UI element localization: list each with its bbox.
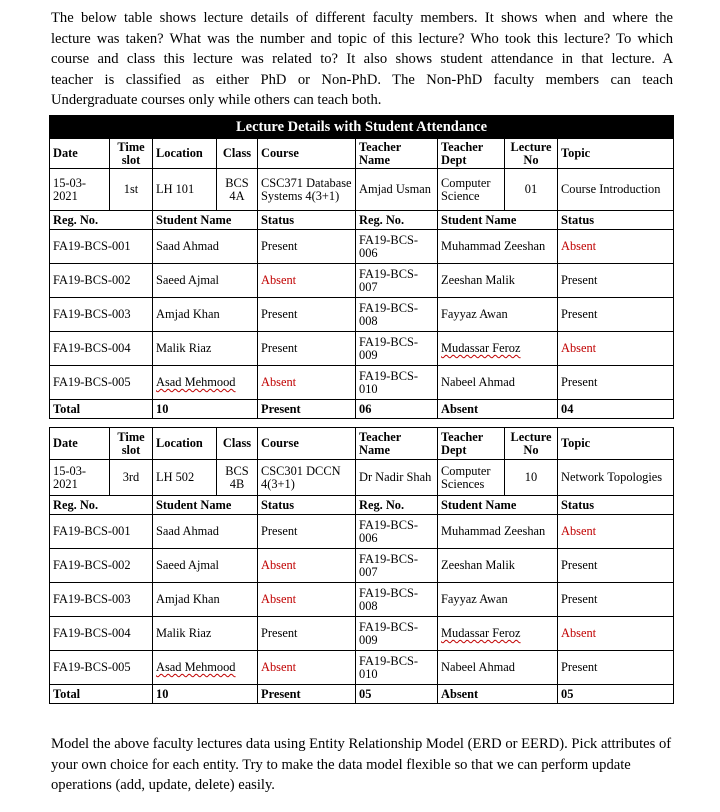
student-name: Malik Riaz xyxy=(156,341,212,355)
reg-no-cell: FA19-BCS-010 xyxy=(356,651,438,685)
student-name: Amjad Khan xyxy=(156,592,220,606)
total-row xyxy=(50,685,674,704)
lecture-header-cell: Teacher Dept xyxy=(438,139,505,169)
attendance-row xyxy=(50,583,674,617)
intro-line: Undergraduate courses only while others can teach both. xyxy=(51,92,382,108)
attendance-header-cell: Student Name xyxy=(153,211,258,230)
lecture-header-cell: Course xyxy=(258,428,356,460)
lecture-attendance-table xyxy=(49,115,674,704)
student-name-cell xyxy=(438,366,558,400)
student-name-cell xyxy=(153,230,258,264)
student-name: Nabeel Ahmad xyxy=(441,375,515,389)
absent-count-cell: 04 xyxy=(558,400,674,419)
student-name-cell xyxy=(153,366,258,400)
student-name-cell xyxy=(438,264,558,298)
lecture-header-cell: Course xyxy=(258,139,356,169)
student-name: Zeeshan Malik xyxy=(441,558,515,572)
student-name: Saeed Ajmal xyxy=(156,273,219,287)
reg-no-cell: FA19-BCS-003 xyxy=(50,298,153,332)
lecture-header-cell: Teacher Dept xyxy=(438,428,505,460)
table-separator xyxy=(50,419,674,428)
reg-no-cell: FA19-BCS-009 xyxy=(356,332,438,366)
student-name: Saad Ahmad xyxy=(156,239,219,253)
reg-no-cell: FA19-BCS-005 xyxy=(50,651,153,685)
lecture-info-row xyxy=(50,460,674,496)
date-cell: 15-03-2021 xyxy=(50,169,110,211)
absent-count-cell: 05 xyxy=(558,685,674,704)
lecture-header-cell: Lecture No xyxy=(505,428,558,460)
present-label-cell: Present xyxy=(258,685,356,704)
lecture-header-cell: Teacher Name xyxy=(356,428,438,460)
status-cell: Absent xyxy=(258,264,356,298)
total-count-cell: 10 xyxy=(153,685,258,704)
attendance-header-row xyxy=(50,496,674,515)
student-name-cell xyxy=(153,332,258,366)
status-cell: Absent xyxy=(558,617,674,651)
present-count-cell: 06 xyxy=(356,400,438,419)
student-name-cell xyxy=(153,549,258,583)
student-name: Zeeshan Malik xyxy=(441,273,515,287)
student-name-cell xyxy=(153,651,258,685)
student-name-cell xyxy=(438,617,558,651)
attendance-row xyxy=(50,549,674,583)
reg-no-cell: FA19-BCS-003 xyxy=(50,583,153,617)
attendance-row xyxy=(50,366,674,400)
student-name: Muhammad Zeeshan xyxy=(441,524,546,538)
table-title: Lecture Details with Student Attendance xyxy=(50,116,674,139)
student-name-cell xyxy=(153,264,258,298)
total-label-cell: Total xyxy=(50,685,153,704)
topic-cell: Course Introduction xyxy=(558,169,674,211)
student-name: Saeed Ajmal xyxy=(156,558,219,572)
lecture-header-cell: Date xyxy=(50,428,110,460)
student-name-cell xyxy=(438,298,558,332)
student-name: Malik Riaz xyxy=(156,626,212,640)
lecture-header-cell: Time slot xyxy=(110,428,153,460)
present-label-cell: Present xyxy=(258,400,356,419)
intro-line: The below table shows lecture details of different faculty members. It shows when and where the xyxy=(51,10,673,26)
absent-label-cell: Absent xyxy=(438,685,558,704)
location-cell: LH 101 xyxy=(153,169,217,211)
attendance-header-cell: Status xyxy=(258,211,356,230)
student-name-cell xyxy=(438,583,558,617)
attendance-header-cell: Status xyxy=(558,496,674,515)
intro-line: teacher is classified as either PhD or Non-PhD. The Non-PhD faculty members can teach xyxy=(51,71,673,88)
time-slot-cell: 3rd xyxy=(110,460,153,496)
teacher-cell: Dr Nadir Shah xyxy=(356,460,438,496)
reg-no-cell: FA19-BCS-005 xyxy=(50,366,153,400)
status-cell: Present xyxy=(558,366,674,400)
class-cell: BCS 4B xyxy=(217,460,258,496)
student-name: Amjad Khan xyxy=(156,307,220,321)
student-name-cell xyxy=(153,515,258,549)
attendance-header-cell: Reg. No. xyxy=(50,496,153,515)
attendance-row xyxy=(50,332,674,366)
reg-no-cell: FA19-BCS-008 xyxy=(356,583,438,617)
reg-no-cell: FA19-BCS-010 xyxy=(356,366,438,400)
reg-no-cell: FA19-BCS-002 xyxy=(50,549,153,583)
intro-line: course and class this lecture was related to? It also shows student attendance in that lecture. A xyxy=(51,51,673,67)
student-name-cell xyxy=(438,332,558,366)
status-cell: Absent xyxy=(558,515,674,549)
location-cell: LH 502 xyxy=(153,460,217,496)
attendance-row xyxy=(50,264,674,298)
outro-paragraph: Model the above faculty lectures data using Entity Relationship Model (ERD or EERD). Pick attributes of your own choice for each entity. Try to make the data model flexible so that we can perform update operations (add, update, delete) easily. xyxy=(51,736,672,793)
student-name-cell xyxy=(153,617,258,651)
present-count-cell: 05 xyxy=(356,685,438,704)
student-name-cell xyxy=(438,515,558,549)
reg-no-cell: FA19-BCS-004 xyxy=(50,332,153,366)
lecture-no-cell: 10 xyxy=(505,460,558,496)
student-name: Asad Mehmood xyxy=(156,375,236,389)
lecture-header-row xyxy=(50,428,674,460)
status-cell: Present xyxy=(258,515,356,549)
status-cell: Present xyxy=(558,583,674,617)
attendance-row xyxy=(50,515,674,549)
attendance-row xyxy=(50,651,674,685)
total-row xyxy=(50,400,674,419)
student-name-cell xyxy=(153,583,258,617)
status-cell: Present xyxy=(558,549,674,583)
total-count-cell: 10 xyxy=(153,400,258,419)
reg-no-cell: FA19-BCS-008 xyxy=(356,298,438,332)
reg-no-cell: FA19-BCS-007 xyxy=(356,264,438,298)
status-cell: Present xyxy=(258,298,356,332)
dept-cell: Computer Science xyxy=(438,169,505,211)
status-cell: Present xyxy=(558,264,674,298)
student-name-cell xyxy=(438,549,558,583)
status-cell: Absent xyxy=(258,549,356,583)
lecture-info-row xyxy=(50,169,674,211)
status-cell: Present xyxy=(558,651,674,685)
attendance-row xyxy=(50,298,674,332)
attendance-header-cell: Student Name xyxy=(438,496,558,515)
reg-no-cell: FA19-BCS-002 xyxy=(50,264,153,298)
status-cell: Absent xyxy=(558,230,674,264)
student-name: Fayyaz Awan xyxy=(441,592,508,606)
status-cell: Absent xyxy=(558,332,674,366)
topic-cell: Network Topologies xyxy=(558,460,674,496)
student-name: Fayyaz Awan xyxy=(441,307,508,321)
course-cell: CSC371 Database Systems 4(3+1) xyxy=(258,169,356,211)
separator-cell xyxy=(50,419,674,428)
student-name: Nabeel Ahmad xyxy=(441,660,515,674)
reg-no-cell: FA19-BCS-001 xyxy=(50,230,153,264)
reg-no-cell: FA19-BCS-006 xyxy=(356,230,438,264)
lecture-header-cell: Location xyxy=(153,428,217,460)
attendance-header-cell: Student Name xyxy=(438,211,558,230)
attendance-row xyxy=(50,230,674,264)
status-cell: Present xyxy=(258,230,356,264)
student-name: Mudassar Feroz xyxy=(441,341,521,355)
course-cell: CSC301 DCCN 4(3+1) xyxy=(258,460,356,496)
reg-no-cell: FA19-BCS-004 xyxy=(50,617,153,651)
reg-no-cell: FA19-BCS-009 xyxy=(356,617,438,651)
status-cell: Present xyxy=(558,298,674,332)
teacher-cell: Amjad Usman xyxy=(356,169,438,211)
student-name: Saad Ahmad xyxy=(156,524,219,538)
status-cell: Present xyxy=(258,332,356,366)
student-name: Asad Mehmood xyxy=(156,660,236,674)
class-cell: BCS 4A xyxy=(217,169,258,211)
total-label-cell: Total xyxy=(50,400,153,419)
attendance-header-row xyxy=(50,211,674,230)
lecture-header-cell: Location xyxy=(153,139,217,169)
date-cell: 15-03-2021 xyxy=(50,460,110,496)
status-cell: Absent xyxy=(258,651,356,685)
absent-label-cell: Absent xyxy=(438,400,558,419)
student-name: Mudassar Feroz xyxy=(441,626,521,640)
student-name: Muhammad Zeeshan xyxy=(441,239,546,253)
attendance-header-cell: Status xyxy=(258,496,356,515)
reg-no-cell: FA19-BCS-007 xyxy=(356,549,438,583)
lecture-header-cell: Time slot xyxy=(110,139,153,169)
student-name-cell xyxy=(438,651,558,685)
attendance-row xyxy=(50,617,674,651)
lecture-header-cell: Date xyxy=(50,139,110,169)
intro-line: lecture was taken? What was the number and topic of this lecture? Who took this lecture? To which xyxy=(51,30,673,47)
lecture-header-cell: Topic xyxy=(558,428,674,460)
lecture-header-cell: Class xyxy=(217,139,258,169)
status-cell: Present xyxy=(258,617,356,651)
lecture-header-cell: Teacher Name xyxy=(356,139,438,169)
lecture-header-cell: Lecture No xyxy=(505,139,558,169)
reg-no-cell: FA19-BCS-006 xyxy=(356,515,438,549)
attendance-header-cell: Reg. No. xyxy=(356,496,438,515)
attendance-header-cell: Reg. No. xyxy=(50,211,153,230)
attendance-header-cell: Reg. No. xyxy=(356,211,438,230)
intro-paragraph xyxy=(51,8,673,111)
lecture-no-cell: 01 xyxy=(505,169,558,211)
lecture-header-row xyxy=(50,139,674,169)
attendance-header-cell: Status xyxy=(558,211,674,230)
attendance-header-cell: Student Name xyxy=(153,496,258,515)
status-cell: Absent xyxy=(258,366,356,400)
student-name-cell xyxy=(438,230,558,264)
time-slot-cell: 1st xyxy=(110,169,153,211)
lecture-header-cell: Topic xyxy=(558,139,674,169)
dept-cell: Computer Sciences xyxy=(438,460,505,496)
status-cell: Absent xyxy=(258,583,356,617)
lecture-header-cell: Class xyxy=(217,428,258,460)
student-name-cell xyxy=(153,298,258,332)
reg-no-cell: FA19-BCS-001 xyxy=(50,515,153,549)
